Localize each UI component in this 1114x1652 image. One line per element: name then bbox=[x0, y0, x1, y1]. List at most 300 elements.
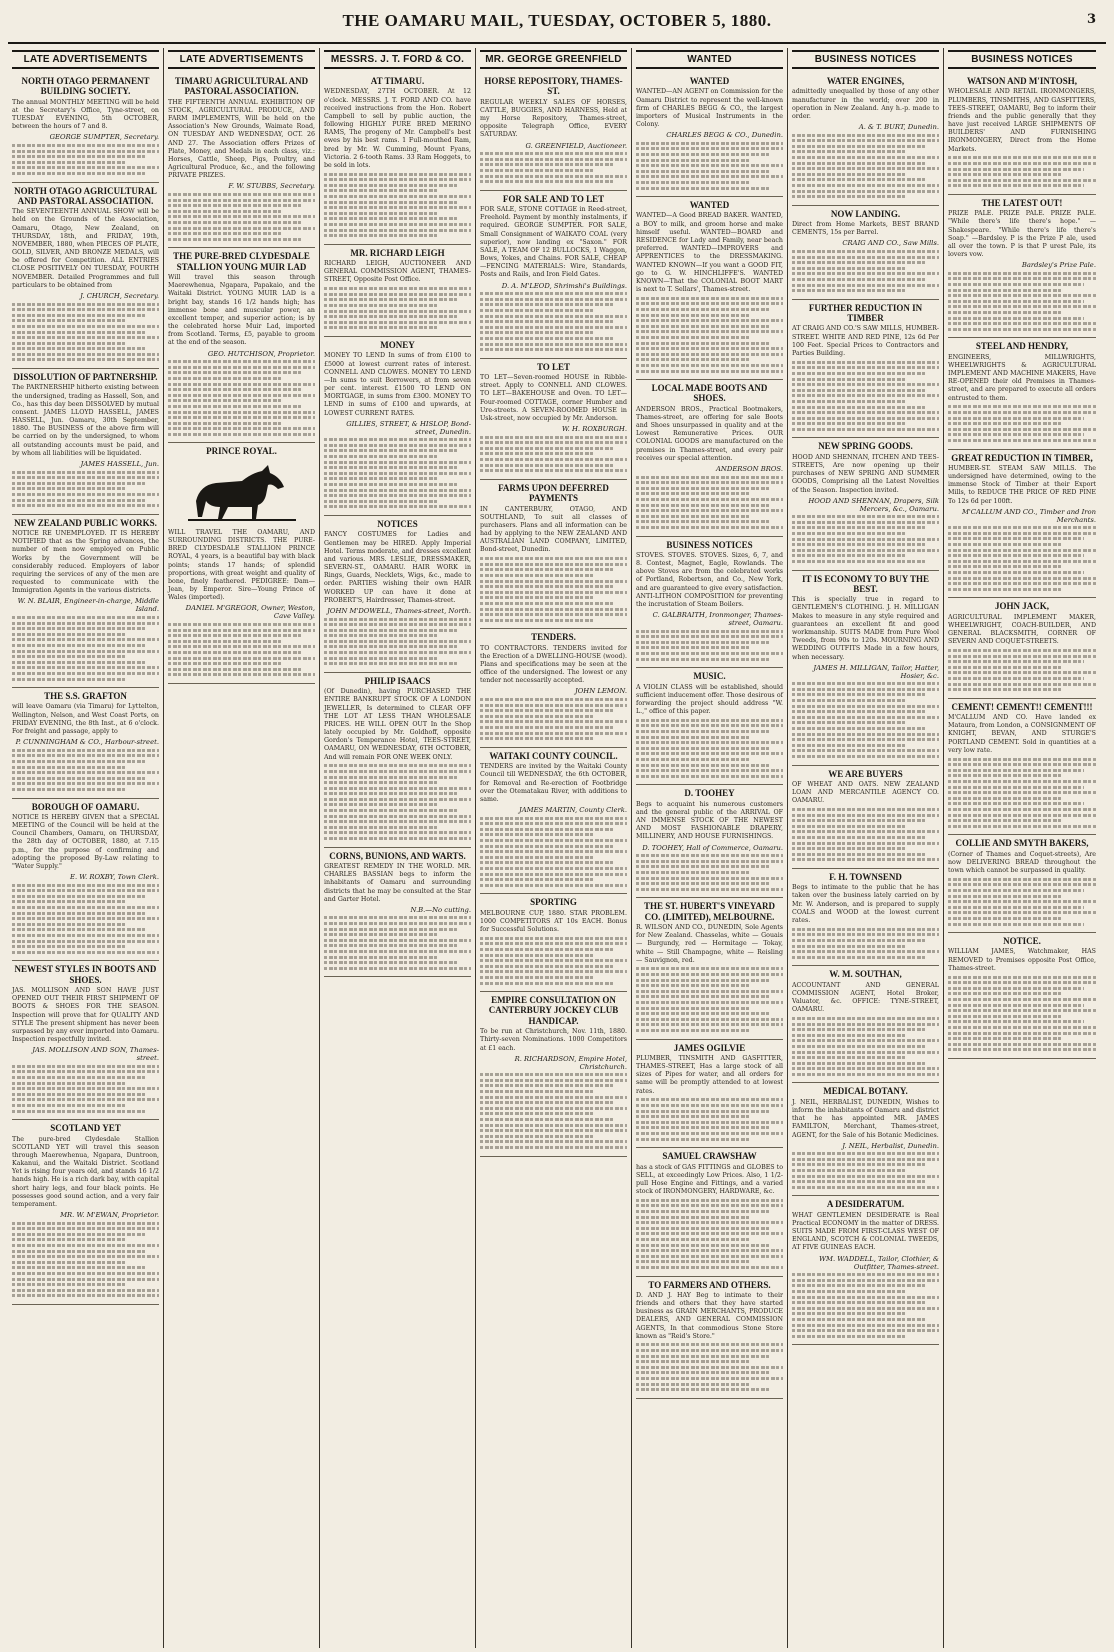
column-5 bbox=[632, 48, 788, 1648]
print-line bbox=[636, 730, 771, 733]
print-line bbox=[948, 976, 1096, 979]
print-line bbox=[948, 917, 1063, 920]
print-line bbox=[12, 487, 127, 490]
print-line bbox=[324, 173, 471, 176]
print-line bbox=[12, 622, 159, 625]
advertisement bbox=[636, 1040, 783, 1149]
print-line bbox=[792, 928, 939, 931]
print-line bbox=[948, 763, 1096, 766]
print-line bbox=[948, 998, 1096, 1001]
print-line bbox=[948, 791, 1096, 794]
ad-title: DISSOLUTION OF PARTNERSHIP. bbox=[13, 372, 158, 383]
print-line bbox=[792, 830, 939, 833]
ad-title: SPORTING bbox=[530, 897, 577, 908]
print-texture bbox=[636, 297, 783, 373]
print-line bbox=[480, 976, 595, 979]
advertisement bbox=[792, 571, 939, 766]
print-line bbox=[792, 1329, 939, 1332]
ad-title: NOTICES bbox=[377, 519, 418, 530]
print-line bbox=[792, 738, 939, 741]
print-line bbox=[636, 995, 771, 998]
ad-body: MELBOURNE CUP, 1880. STAR PROBLEM. 1000 COMPETITORS AT 10s EACH. Bonus for Successful Solutions. bbox=[480, 909, 627, 934]
print-line bbox=[480, 585, 615, 588]
ad-signature: DANIEL M'GREGOR, Owner, Weston, Cave Valley. bbox=[185, 604, 315, 621]
print-line bbox=[948, 439, 1096, 442]
advertisement bbox=[12, 1120, 159, 1305]
print-line bbox=[792, 1158, 939, 1161]
print-line bbox=[948, 577, 1096, 580]
print-line bbox=[324, 831, 471, 834]
advertisement bbox=[948, 195, 1096, 339]
print-line bbox=[480, 856, 595, 859]
advertisement bbox=[12, 799, 159, 962]
ad-body: IN CANTERBURY, OTAGO, AND SOUTHLAND, To suit all classes of purchasers. Plans and all information can be had by applying to the NEW ZEALAND AND AUSTRALIAN LAND COMPANY, LIMITED, Bond-street, Dunedin. bbox=[480, 505, 627, 554]
print-line bbox=[636, 1377, 783, 1380]
print-line bbox=[792, 847, 907, 850]
print-line bbox=[948, 571, 1084, 574]
print-line bbox=[480, 315, 627, 318]
print-line bbox=[12, 760, 147, 763]
print-line bbox=[636, 498, 783, 501]
ad-body: ACCOUNTANT AND GENERAL COMMISSION AGENT, Hotel Broker, Valuator, &c. OFFICE: TYNE-STREET, OAMARU. bbox=[792, 981, 939, 1014]
columns bbox=[8, 48, 1106, 1648]
ad-body: D. AND J. HAY Beg to intimate to their friends and others that they have started business as GRAIN MERCHANTS, PRODUCE DEALERS, AND GENERAL COMMISSION AGENTS, In that commodious Stone Store known as "Reid's Store." bbox=[636, 1291, 783, 1340]
print-line bbox=[12, 308, 159, 311]
column-header: LATE ADVERTISEMENTS bbox=[12, 50, 159, 69]
print-line bbox=[792, 1279, 939, 1282]
print-line bbox=[480, 845, 615, 848]
ad-title: SAMUEL CRAWSHAW bbox=[662, 1151, 757, 1162]
advertisement bbox=[636, 73, 783, 197]
print-line bbox=[480, 613, 627, 616]
ad-body: The PARTNERSHIP hitherto existing between the undersigned, trading as Hassell, Son, and Co., has this day been DISSOLVED by mutual consent. JAMES LLOYD HASSELL, JAMES HASSELL, Jun. Oamaru, 30th September, 1880. The BUSINESS of the above firm will be carried on by the undersigned, to whom all outstanding accounts must be paid, and by whom all liabilities will be liquidated. bbox=[12, 384, 159, 457]
print-line bbox=[948, 769, 1084, 772]
print-line bbox=[792, 394, 939, 397]
advertisement bbox=[792, 73, 939, 206]
print-line bbox=[636, 1023, 783, 1026]
ad-title: BOROUGH OF OAMARU. bbox=[31, 801, 140, 812]
print-line bbox=[12, 928, 147, 931]
print-line bbox=[636, 724, 783, 727]
print-line bbox=[948, 549, 1096, 552]
print-line bbox=[636, 775, 783, 778]
print-line bbox=[948, 786, 1084, 789]
print-line bbox=[636, 1216, 751, 1219]
print-line bbox=[12, 633, 127, 636]
print-line bbox=[636, 481, 783, 484]
ad-title: MR. RICHARD LEIGH bbox=[350, 247, 445, 258]
ad-body: has a stock of GAS FITTINGS and GLOBES to SELL, at exceedingly Low Prices. Also, 1 1/2-pull Hose Engine and Fittings, and a varied stock of IRONMONGERY, HARDWARE, &c. bbox=[636, 1163, 783, 1196]
print-line bbox=[948, 825, 1096, 828]
print-line bbox=[792, 1284, 927, 1287]
print-line bbox=[948, 889, 1084, 892]
print-line bbox=[324, 223, 471, 226]
ad-title: FARMS UPON DEFERRED PAYMENTS bbox=[498, 482, 609, 504]
print-line bbox=[324, 455, 439, 458]
ad-body: OF WHEAT AND OATS. NEW ZEALAND LOAN AND MERCANTILE AGENCY CO. OAMARU. bbox=[792, 780, 939, 805]
print-line bbox=[12, 1261, 127, 1264]
print-line bbox=[792, 688, 939, 691]
print-line bbox=[792, 825, 907, 828]
print-line bbox=[480, 873, 627, 876]
print-line bbox=[636, 1366, 783, 1369]
print-texture bbox=[948, 878, 1096, 926]
print-line bbox=[480, 619, 595, 622]
print-line bbox=[480, 331, 595, 334]
print-line bbox=[636, 1221, 783, 1224]
print-line bbox=[12, 504, 159, 507]
advertisement bbox=[948, 933, 1096, 1059]
ad-body: THE FIFTEENTH ANNUAL EXHIBITION OF STOCK, AGRICULTURAL PRODUCE, AND FARM IMPLEMENTS, Will be held on the Association's New Grounds, Waimate Road, ON TUESDAY AND WEDNESDAY, OCT. 26 AND 27. The Association offers Prizes of Plate, Money, and Medals in each class, viz.: Horses, Cattle, Sheep, Pigs, Poultry, and Agricultural Produce, &c., and the following PRIVATE PRIZES. bbox=[168, 98, 315, 180]
ad-signature: JOHN M'DOWELL, Thames-street, North. bbox=[327, 606, 471, 615]
print-line bbox=[324, 287, 471, 290]
print-line bbox=[792, 400, 907, 403]
print-line bbox=[948, 1048, 1096, 1051]
print-line bbox=[948, 906, 1084, 909]
print-line bbox=[168, 394, 315, 397]
ad-title: HORSE REPOSITORY, THAMES-ST. bbox=[484, 76, 623, 97]
print-line bbox=[948, 900, 1096, 903]
ad-title: WE ARE BUYERS bbox=[828, 768, 903, 779]
print-line bbox=[168, 210, 283, 213]
column-6 bbox=[788, 48, 944, 1648]
ad-body: NOTICE RE UNEMPLOYED. IT IS HEREBY NOTIFIED that as the Spring advances, the number of men now employed on Public Works by the Government will be considerably reduced. Employers of labor requiring the services of any of the men are requested to communicate with the Immigration Agents in the various districts. bbox=[12, 530, 159, 595]
print-line bbox=[636, 877, 783, 880]
print-line bbox=[948, 911, 1096, 914]
print-texture bbox=[12, 144, 159, 175]
print-line bbox=[168, 668, 303, 671]
advertisement bbox=[792, 1083, 939, 1196]
ad-title: TIMARU AGRICULTURAL AND PASTORAL ASSOCIATION. bbox=[174, 76, 309, 97]
print-line bbox=[636, 487, 771, 490]
print-line bbox=[168, 651, 303, 654]
print-line bbox=[792, 819, 927, 822]
print-line bbox=[636, 1001, 783, 1004]
ad-title: LOCAL MADE BOOTS AND SHOES. bbox=[651, 383, 768, 404]
print-line bbox=[12, 1238, 127, 1241]
ad-signature: ANDERSON BROS. bbox=[716, 465, 783, 473]
print-line bbox=[636, 342, 771, 345]
print-line bbox=[948, 981, 1096, 984]
print-line bbox=[12, 1227, 159, 1230]
print-line bbox=[948, 168, 1084, 171]
print-line bbox=[480, 1073, 627, 1076]
print-line bbox=[480, 867, 627, 870]
advertisement bbox=[792, 766, 939, 869]
advertisement bbox=[948, 338, 1096, 449]
advertisement bbox=[636, 537, 783, 669]
print-texture bbox=[324, 173, 471, 238]
ad-signature: Bardsley's Prize Pale. bbox=[1021, 261, 1096, 270]
ad-title: SCOTLAND YET bbox=[50, 1123, 121, 1134]
print-line bbox=[792, 184, 939, 187]
ad-body: PLUMBER, TINSMITH AND GASFITTER, THAMES-STREET, Has a large stock of all sizes of Pipes for water, and all orders for same will be promptly attended to at lowest rates. bbox=[636, 1054, 783, 1095]
print-texture bbox=[480, 1073, 627, 1149]
print-line bbox=[792, 727, 927, 730]
print-line bbox=[480, 608, 627, 611]
print-line bbox=[324, 933, 439, 936]
print-line bbox=[792, 933, 939, 936]
print-line bbox=[168, 640, 283, 643]
print-line bbox=[12, 644, 147, 647]
print-line bbox=[948, 1043, 1096, 1046]
print-line bbox=[792, 1073, 939, 1076]
print-line bbox=[480, 839, 627, 842]
print-line bbox=[948, 305, 1096, 308]
print-line bbox=[792, 278, 927, 281]
print-line bbox=[480, 715, 595, 718]
print-line bbox=[12, 358, 159, 361]
print-line bbox=[636, 347, 783, 350]
advertisement bbox=[12, 369, 159, 515]
print-line bbox=[324, 217, 459, 220]
print-line bbox=[636, 641, 771, 644]
print-line bbox=[792, 549, 939, 552]
print-line bbox=[168, 433, 315, 436]
ad-title: THE PURE-BRED CLYDESDALE STALLION YOUNG MUIR LAD bbox=[173, 251, 310, 272]
print-line bbox=[480, 965, 615, 968]
print-line bbox=[12, 923, 127, 926]
ad-title: MONEY bbox=[380, 339, 415, 350]
print-line bbox=[480, 602, 615, 605]
print-line bbox=[12, 325, 159, 328]
print-line bbox=[480, 441, 627, 444]
ad-signature: WM. WADDELL, Tailor, Clothier, & Outfitter, Thames-street. bbox=[819, 1254, 939, 1271]
advertisement bbox=[324, 73, 471, 245]
print-line bbox=[168, 193, 315, 196]
ad-body: Will travel this season through Maerewhenua, Ngapara, Papakaio, and the Waitaki District. YOUNG MUIR LAD is a bright bay, stands 16 1/2 hands high; has immense bone and muscular power, an excellent temper, and superior action; is by the celebrated horse Muir Lad, imported from Scotland. Terms, £5, payable to groom at the end of the season. bbox=[168, 274, 315, 347]
print-line bbox=[948, 758, 1096, 761]
print-line bbox=[480, 817, 627, 820]
column-4 bbox=[476, 48, 632, 1648]
print-line bbox=[324, 939, 471, 942]
ad-title: NEW ZEALAND PUBLIC WORKS. bbox=[14, 517, 157, 528]
print-line bbox=[636, 1098, 783, 1101]
print-line bbox=[324, 212, 439, 215]
print-texture bbox=[168, 193, 315, 241]
print-line bbox=[480, 828, 615, 831]
print-line bbox=[12, 1278, 159, 1281]
ad-title: A DESIDERATUM. bbox=[826, 1199, 905, 1210]
ad-body: FANCY COSTUMES for Ladies and Gentlemen may be HIRED. Apply Imperial Hotel. Terms moderate, and dresses excellent and various. MRS. LESLIE, DRESSMAKER, SEVERN-ST., OAMARU. HAIR WORK in Rings, Guards, Necklets, Wigs, &c., made to order. PARTIES wishing their own HAIR WORKED UP can have it done at PROBERT'S, Hairdresser, Thames-street. bbox=[324, 531, 471, 604]
print-line bbox=[792, 710, 927, 713]
masthead bbox=[8, 0, 1106, 44]
print-line bbox=[12, 616, 159, 619]
print-line bbox=[480, 1118, 615, 1121]
print-line bbox=[792, 956, 927, 959]
print-line bbox=[12, 493, 159, 496]
print-line bbox=[168, 232, 283, 235]
print-texture bbox=[324, 764, 471, 840]
print-line bbox=[792, 705, 939, 708]
print-line bbox=[324, 201, 459, 204]
ad-body: GREATEST REMEDY IN THE WORLD. MR. CHARLES BASSIAN begs to inform the inhabitants of Oamaru and surrounding districts that he may be consulted at the Star and Garter Hotel. bbox=[324, 862, 471, 903]
advertisement bbox=[168, 73, 315, 248]
advertisement bbox=[636, 197, 783, 380]
print-line bbox=[792, 267, 907, 270]
print-line bbox=[948, 565, 1063, 568]
print-line bbox=[480, 452, 595, 455]
print-line bbox=[12, 150, 159, 153]
print-line bbox=[636, 860, 783, 863]
print-line bbox=[12, 342, 127, 345]
print-line bbox=[948, 411, 1096, 414]
ad-signature: P. CUNNINGHAM & CO., Harbour-street. bbox=[15, 738, 159, 747]
print-line bbox=[636, 1012, 771, 1015]
print-texture bbox=[12, 1065, 159, 1113]
print-line bbox=[480, 732, 627, 735]
print-line bbox=[480, 737, 595, 740]
print-line bbox=[324, 792, 459, 795]
print-line bbox=[792, 1062, 927, 1065]
print-texture bbox=[948, 272, 1096, 331]
print-line bbox=[12, 650, 159, 653]
print-line bbox=[480, 343, 627, 346]
print-line bbox=[324, 961, 459, 964]
print-line bbox=[792, 554, 907, 557]
print-line bbox=[12, 499, 147, 502]
print-line bbox=[168, 634, 303, 637]
advertisement bbox=[480, 992, 627, 1156]
print-line bbox=[480, 709, 615, 712]
print-line bbox=[792, 361, 939, 364]
print-line bbox=[324, 645, 459, 648]
print-line bbox=[12, 917, 159, 920]
print-line bbox=[12, 895, 147, 898]
print-line bbox=[948, 649, 1096, 652]
print-texture bbox=[324, 916, 471, 969]
print-line bbox=[324, 640, 471, 643]
print-line bbox=[324, 293, 471, 296]
print-line bbox=[480, 861, 615, 864]
print-line bbox=[636, 1249, 783, 1252]
print-line bbox=[12, 912, 147, 915]
print-line bbox=[792, 538, 939, 541]
print-line bbox=[948, 655, 1096, 658]
print-line bbox=[480, 580, 627, 583]
print-line bbox=[480, 298, 627, 301]
column-3 bbox=[320, 48, 476, 1648]
print-texture bbox=[636, 476, 783, 529]
print-line bbox=[480, 982, 615, 985]
print-line bbox=[324, 956, 439, 959]
print-line bbox=[480, 878, 595, 881]
print-line bbox=[792, 1312, 907, 1315]
print-line bbox=[324, 944, 459, 947]
print-line bbox=[792, 721, 907, 724]
ad-body: AGRICULTURAL IMPLEMENT MAKER, WHEELWRIGHT, COACH-BUILDER, AND GENERAL BLACKSMITH, CORNER OF SEVERN AND COQUET-STREETS. bbox=[948, 613, 1096, 646]
ad-signature: JAS. MOLLISON AND SON, Thames-street. bbox=[32, 1046, 159, 1063]
ad-title: PRINCE ROYAL. bbox=[206, 446, 277, 457]
print-line bbox=[636, 1029, 751, 1032]
print-line bbox=[324, 461, 471, 464]
advertisement bbox=[480, 748, 627, 895]
print-line bbox=[636, 297, 783, 300]
print-line bbox=[636, 635, 783, 638]
advertisement bbox=[12, 688, 159, 798]
print-line bbox=[792, 289, 907, 292]
ad-title: COLLIE AND SMYTH BAKERS, bbox=[955, 838, 1089, 849]
print-line bbox=[12, 1087, 159, 1090]
print-line bbox=[12, 1104, 127, 1107]
print-line bbox=[12, 1110, 147, 1113]
advertisement bbox=[636, 1277, 783, 1399]
print-line bbox=[168, 388, 303, 391]
ad-title: EMPIRE CONSULTATION ON CANTERBURY JOCKEY CLUB HANDICAP. bbox=[488, 995, 619, 1026]
print-line bbox=[792, 162, 927, 165]
print-line bbox=[324, 189, 439, 192]
print-line bbox=[480, 1101, 615, 1104]
advertisement bbox=[948, 450, 1096, 599]
print-line bbox=[324, 928, 459, 931]
print-line bbox=[948, 688, 1063, 691]
print-line bbox=[636, 314, 751, 317]
ad-title: NOTICE. bbox=[1003, 936, 1041, 947]
print-line bbox=[792, 1051, 939, 1054]
print-line bbox=[480, 309, 595, 312]
advertisement bbox=[12, 961, 159, 1120]
ad-body: NOTICE IS HEREBY GIVEN that a SPECIAL MEETING of the Council will be held at the Council Chambers, Oamaru, on THURSDAY, the 28th day of OCTOBER, 1880, at 7.15 p.m., for the purpose of confirming and adopting the proposed By-Law relating to "Water Supply." bbox=[12, 813, 159, 870]
print-line bbox=[12, 627, 147, 630]
print-line bbox=[480, 720, 627, 723]
advertisement bbox=[480, 629, 627, 748]
print-line bbox=[948, 992, 1063, 995]
print-line bbox=[636, 353, 783, 356]
print-line bbox=[324, 634, 439, 637]
print-line bbox=[480, 348, 627, 351]
ad-signature: C. GALBRAITH, Ironmonger, Thames-street, Oamaru. bbox=[652, 611, 783, 628]
print-line bbox=[792, 1180, 927, 1183]
advertisement bbox=[792, 869, 939, 966]
print-line bbox=[948, 433, 1084, 436]
print-line bbox=[948, 923, 1084, 926]
advertisement bbox=[324, 673, 471, 848]
print-line bbox=[792, 526, 927, 529]
print-line bbox=[12, 884, 159, 887]
ad-title: JAMES OGILVIE bbox=[673, 1042, 746, 1053]
print-line bbox=[636, 719, 783, 722]
ad-body: admittedly unequalled by those of any other manufacturer in the world; over 200 in operation in New Zealand. Any h.-p. made to order. bbox=[792, 88, 939, 120]
print-line bbox=[168, 645, 315, 648]
print-line bbox=[948, 532, 1096, 535]
print-texture bbox=[792, 928, 939, 959]
advertisement bbox=[480, 480, 627, 629]
print-texture bbox=[324, 287, 471, 329]
print-line bbox=[12, 951, 159, 954]
print-line bbox=[636, 370, 783, 373]
advertisement bbox=[636, 1148, 783, 1276]
ad-signature: E. W. ROXBY, Town Clerk. bbox=[70, 873, 159, 882]
print-line bbox=[948, 780, 1096, 783]
print-texture bbox=[480, 937, 627, 985]
print-line bbox=[324, 449, 459, 452]
print-line bbox=[480, 436, 627, 439]
print-line bbox=[480, 292, 627, 295]
ad-signature: R. RICHARDSON, Empire Hotel, Christchurch. bbox=[514, 1054, 627, 1071]
print-line bbox=[12, 754, 159, 757]
print-line bbox=[792, 1301, 927, 1304]
ad-title: TENDERS. bbox=[531, 632, 576, 643]
print-line bbox=[948, 322, 1096, 325]
print-line bbox=[324, 922, 471, 925]
print-line bbox=[12, 1098, 159, 1101]
print-line bbox=[792, 272, 939, 275]
print-line bbox=[480, 152, 627, 155]
print-line bbox=[480, 596, 595, 599]
print-line bbox=[324, 184, 459, 187]
print-line bbox=[948, 328, 1096, 331]
print-line bbox=[948, 300, 1084, 303]
